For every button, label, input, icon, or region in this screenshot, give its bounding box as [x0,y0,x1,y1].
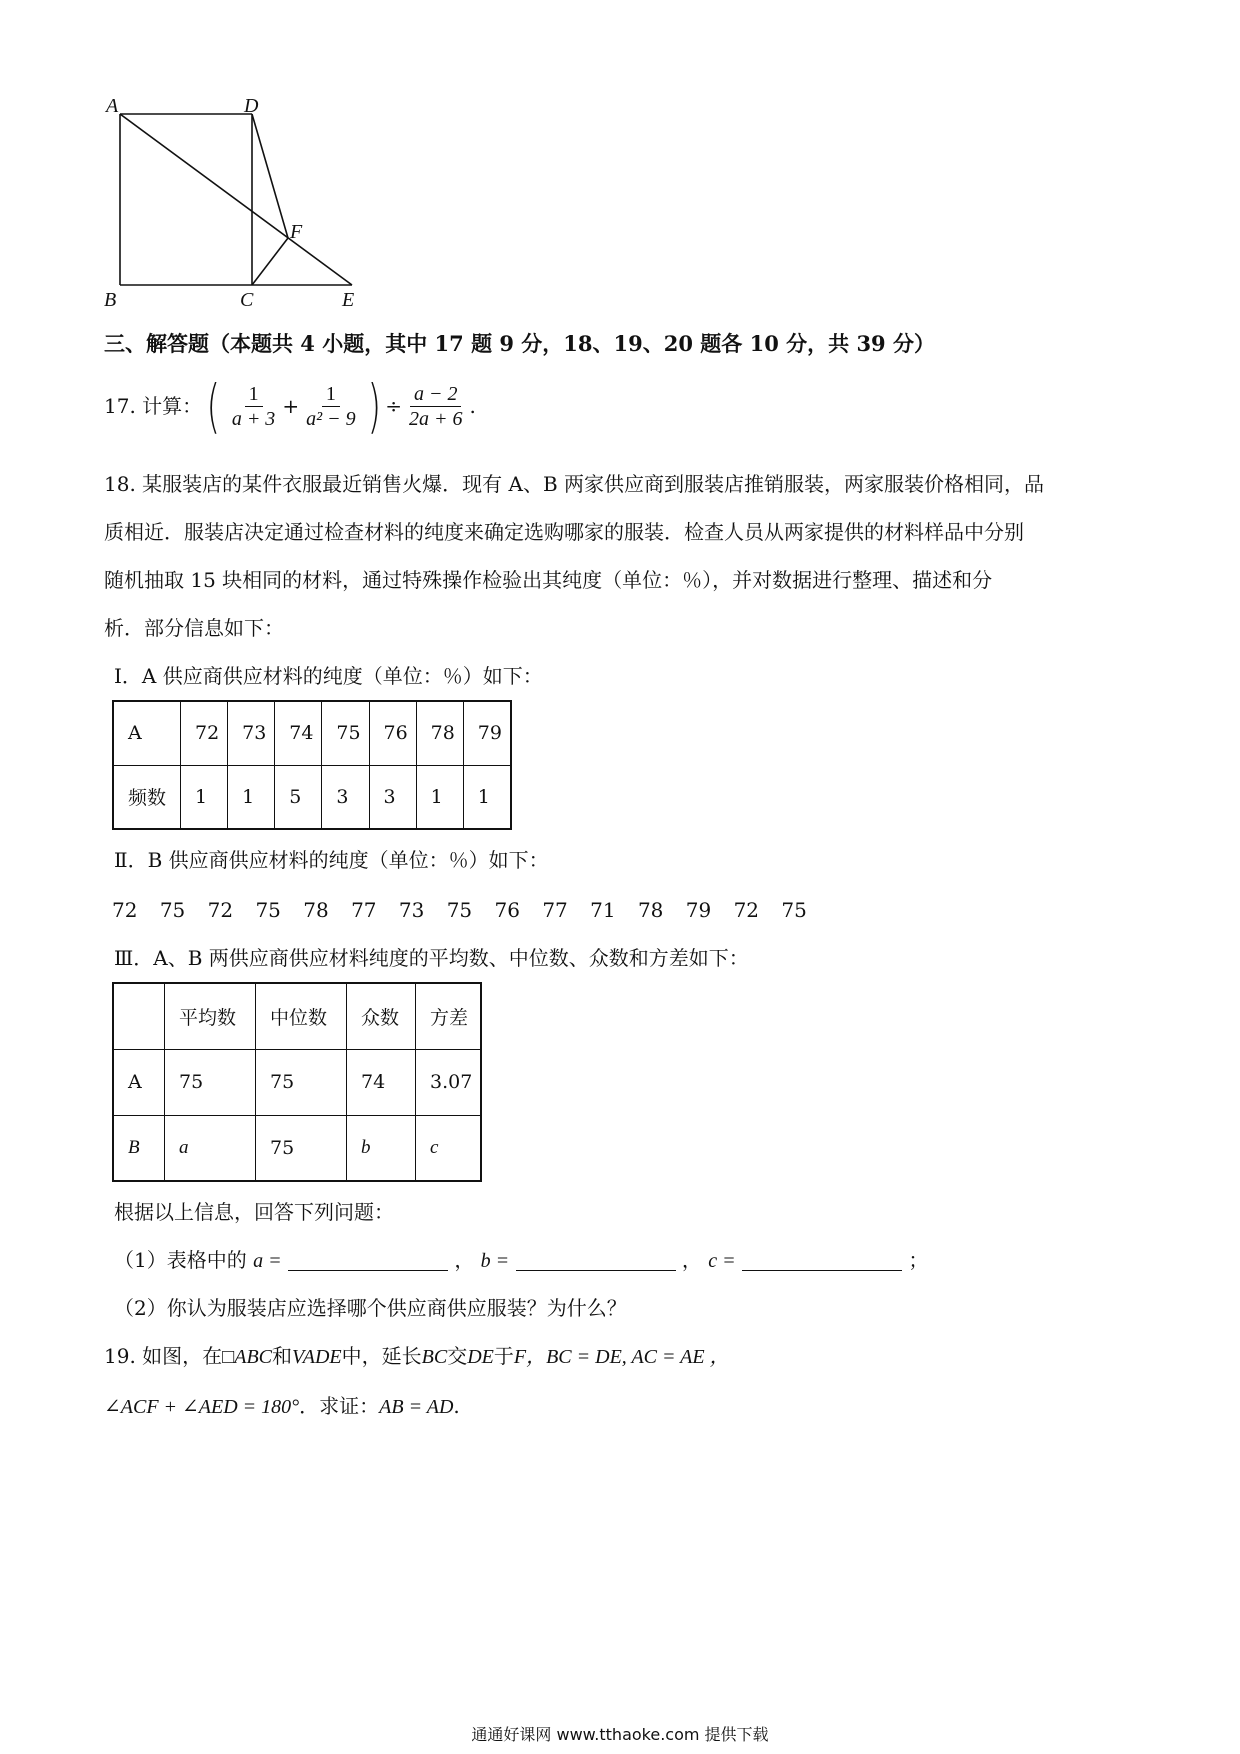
table-cell: 79 [477,722,502,745]
label-e: E [342,289,355,310]
b-value: 75 [255,898,281,922]
segment-ae [120,114,352,285]
sub1-b-label: b = [480,1250,510,1272]
part2-label: Ⅱ．B 供应商供应材料的纯度（单位：％）如下： [114,848,549,872]
b-value: 72 [112,898,138,922]
triangle-ade: VADE [292,1346,342,1368]
b-value: 78 [637,898,664,922]
sub1-a-label: a = [253,1250,282,1272]
q18-line-3: 随机抽取 15 块相同的材料，通过特殊操作检验出其纯度（单位：％），并对数据进行整理、描述和分 [104,568,993,592]
sub1-prefix: （1）表格中的 [114,1248,247,1272]
q18-line-1: 18. 某服装店的某件衣服最近销售火爆．现有 A、B 两家供应商到服装店推销服装，两家服装价格相同，品 [104,472,1045,496]
sub1-c-label: c = [708,1250,736,1272]
plus-sign: + [282,394,300,418]
answer-blank-b[interactable] [516,1248,676,1271]
table-cell: B [128,1136,140,1158]
table-cell: 75 [270,1136,295,1159]
sub-question-1 [114,1246,928,1275]
q19-goal: AB = AD [379,1396,454,1418]
section-heading: 三、解答题（本题共 4 小题，其中 17 题 9 分，18、19、20 题各 10 分，共 39 分） [104,331,935,356]
answer-blank-a[interactable] [288,1248,448,1271]
table-cell: A [128,722,142,745]
q18-line-4: 析．部分信息如下： [104,616,284,640]
answer-blank-c[interactable] [742,1248,902,1271]
table-cell: 1 [430,785,443,808]
q19-jiao: 交 [447,1344,468,1368]
fraction-1-numerator: 1 [245,382,263,407]
q17-end: . [469,394,476,418]
sub1-separator: ， [454,1248,475,1272]
table-cell: 5 [289,785,302,808]
q17-prefix: 17. 计算： [104,394,203,418]
geometry-figure [100,90,420,310]
answer-intro: 根据以上信息，回答下列问题： [114,1200,394,1224]
angle-condition: ∠ACF + ∠AED = 180° [104,1396,300,1418]
fraction-2-denominator: a² − 9 [306,407,356,430]
q19-mid: 中，延长 [341,1344,422,1368]
table-header-cell: 方差 [430,1006,469,1029]
table-cell: 78 [430,722,455,745]
label-a: A [106,95,119,117]
table-cell: 3.07 [430,1071,473,1093]
q18-line-2: 质相近．服装店决定通过检查材料的纯度来确定选购哪家的服装．检查人员从两家提供的材料样品中分别 [104,520,1024,544]
b-value: 79 [685,898,712,922]
b-value: 78 [303,898,329,922]
table-cell: 75 [336,722,361,745]
table-cell: 3 [336,785,349,808]
fraction-1-denominator: a + 3 [231,407,276,430]
segment-bc-label: BC [421,1346,448,1368]
table-cell: c [430,1136,439,1158]
table-cell: 75 [270,1071,295,1093]
sub-question-2: （2）你认为服装店应选择哪个供应商供应服装？为什么？ [114,1296,627,1320]
table-header-cell: 众数 [361,1006,400,1029]
table-header-cell: 平均数 [179,1006,237,1029]
label-b: B [104,289,117,310]
label-c: C [240,289,254,310]
figure-svg [100,90,420,310]
table-cell: 频数 [128,787,167,810]
b-values-list [112,896,823,924]
table-statistics [112,982,482,1182]
fraction-1 [228,382,280,431]
table-cell: 1 [195,785,208,808]
table-cell: 74 [361,1071,386,1093]
q19-and: 和 [272,1344,293,1368]
sub1-end: ； [908,1248,929,1272]
fraction-2 [302,382,360,431]
fraction-3-numerator: a − 2 [410,382,462,407]
label-f: F [290,221,303,243]
table-row [113,983,481,1049]
part3-label: Ⅲ．A、B 两供应商供应材料纯度的平均数、中位数、众数和方差如下： [114,946,749,970]
table-cell: 1 [242,785,255,808]
table-row [113,701,511,765]
table-cell: 72 [195,722,220,745]
q19-line-1 [104,1342,730,1371]
table-row [113,1115,481,1181]
q19-end: . [453,1394,460,1418]
b-value: 76 [494,898,520,922]
left-paren: ( [206,372,221,440]
b-value: 72 [207,898,234,922]
fraction-2-numerator: 1 [322,382,340,407]
table-cell: b [361,1136,371,1158]
table-row [113,1049,481,1115]
b-value: 77 [542,898,568,922]
table-cell: 73 [242,722,267,745]
table-a-frequency [112,700,512,830]
q19-prove-label: ．求证： [299,1394,380,1418]
divide-sign: ÷ [385,394,402,418]
fraction-3 [405,382,467,431]
page-footer: 通通好课网 www.tthaoke.com 提供下载 [471,1725,769,1744]
table-cell: a [179,1136,189,1158]
b-value: 77 [351,898,377,922]
table-header-cell: 中位数 [270,1006,328,1029]
q19-prefix: 19. 如图，在 [104,1344,223,1368]
b-value: 75 [781,898,807,922]
fraction-3-denominator: 2a + 6 [408,407,463,430]
table-row [113,765,511,829]
q19-line-2 [104,1392,460,1421]
b-value: 73 [398,898,425,922]
table-cell: 76 [383,722,408,745]
point-f-label: F [513,1346,527,1368]
segment-de-label: DE [467,1346,494,1368]
table-cell: A [128,1071,142,1093]
table-cell: 1 [477,785,490,808]
sub1-separator: ， [681,1248,702,1272]
table-cell: 75 [179,1071,204,1093]
b-value: 75 [446,898,473,922]
segment-cf [252,238,288,285]
q19-yu: 于 [493,1344,514,1368]
b-value: 75 [159,898,186,922]
segment-df [252,114,288,238]
b-value: 72 [733,898,760,922]
triangle-abc: □ABC [222,1346,273,1368]
label-d: D [244,95,259,117]
table-cell: 74 [289,722,314,745]
b-value: 71 [590,898,616,922]
right-paren: ) [367,372,381,440]
part1-label: Ⅰ．A 供应商供应材料的纯度（单位：％）如下： [114,664,543,688]
question-17 [104,372,476,440]
table-cell: 3 [383,785,396,808]
q19-conditions: ，BC = DE, AC = AE ， [526,1346,730,1368]
